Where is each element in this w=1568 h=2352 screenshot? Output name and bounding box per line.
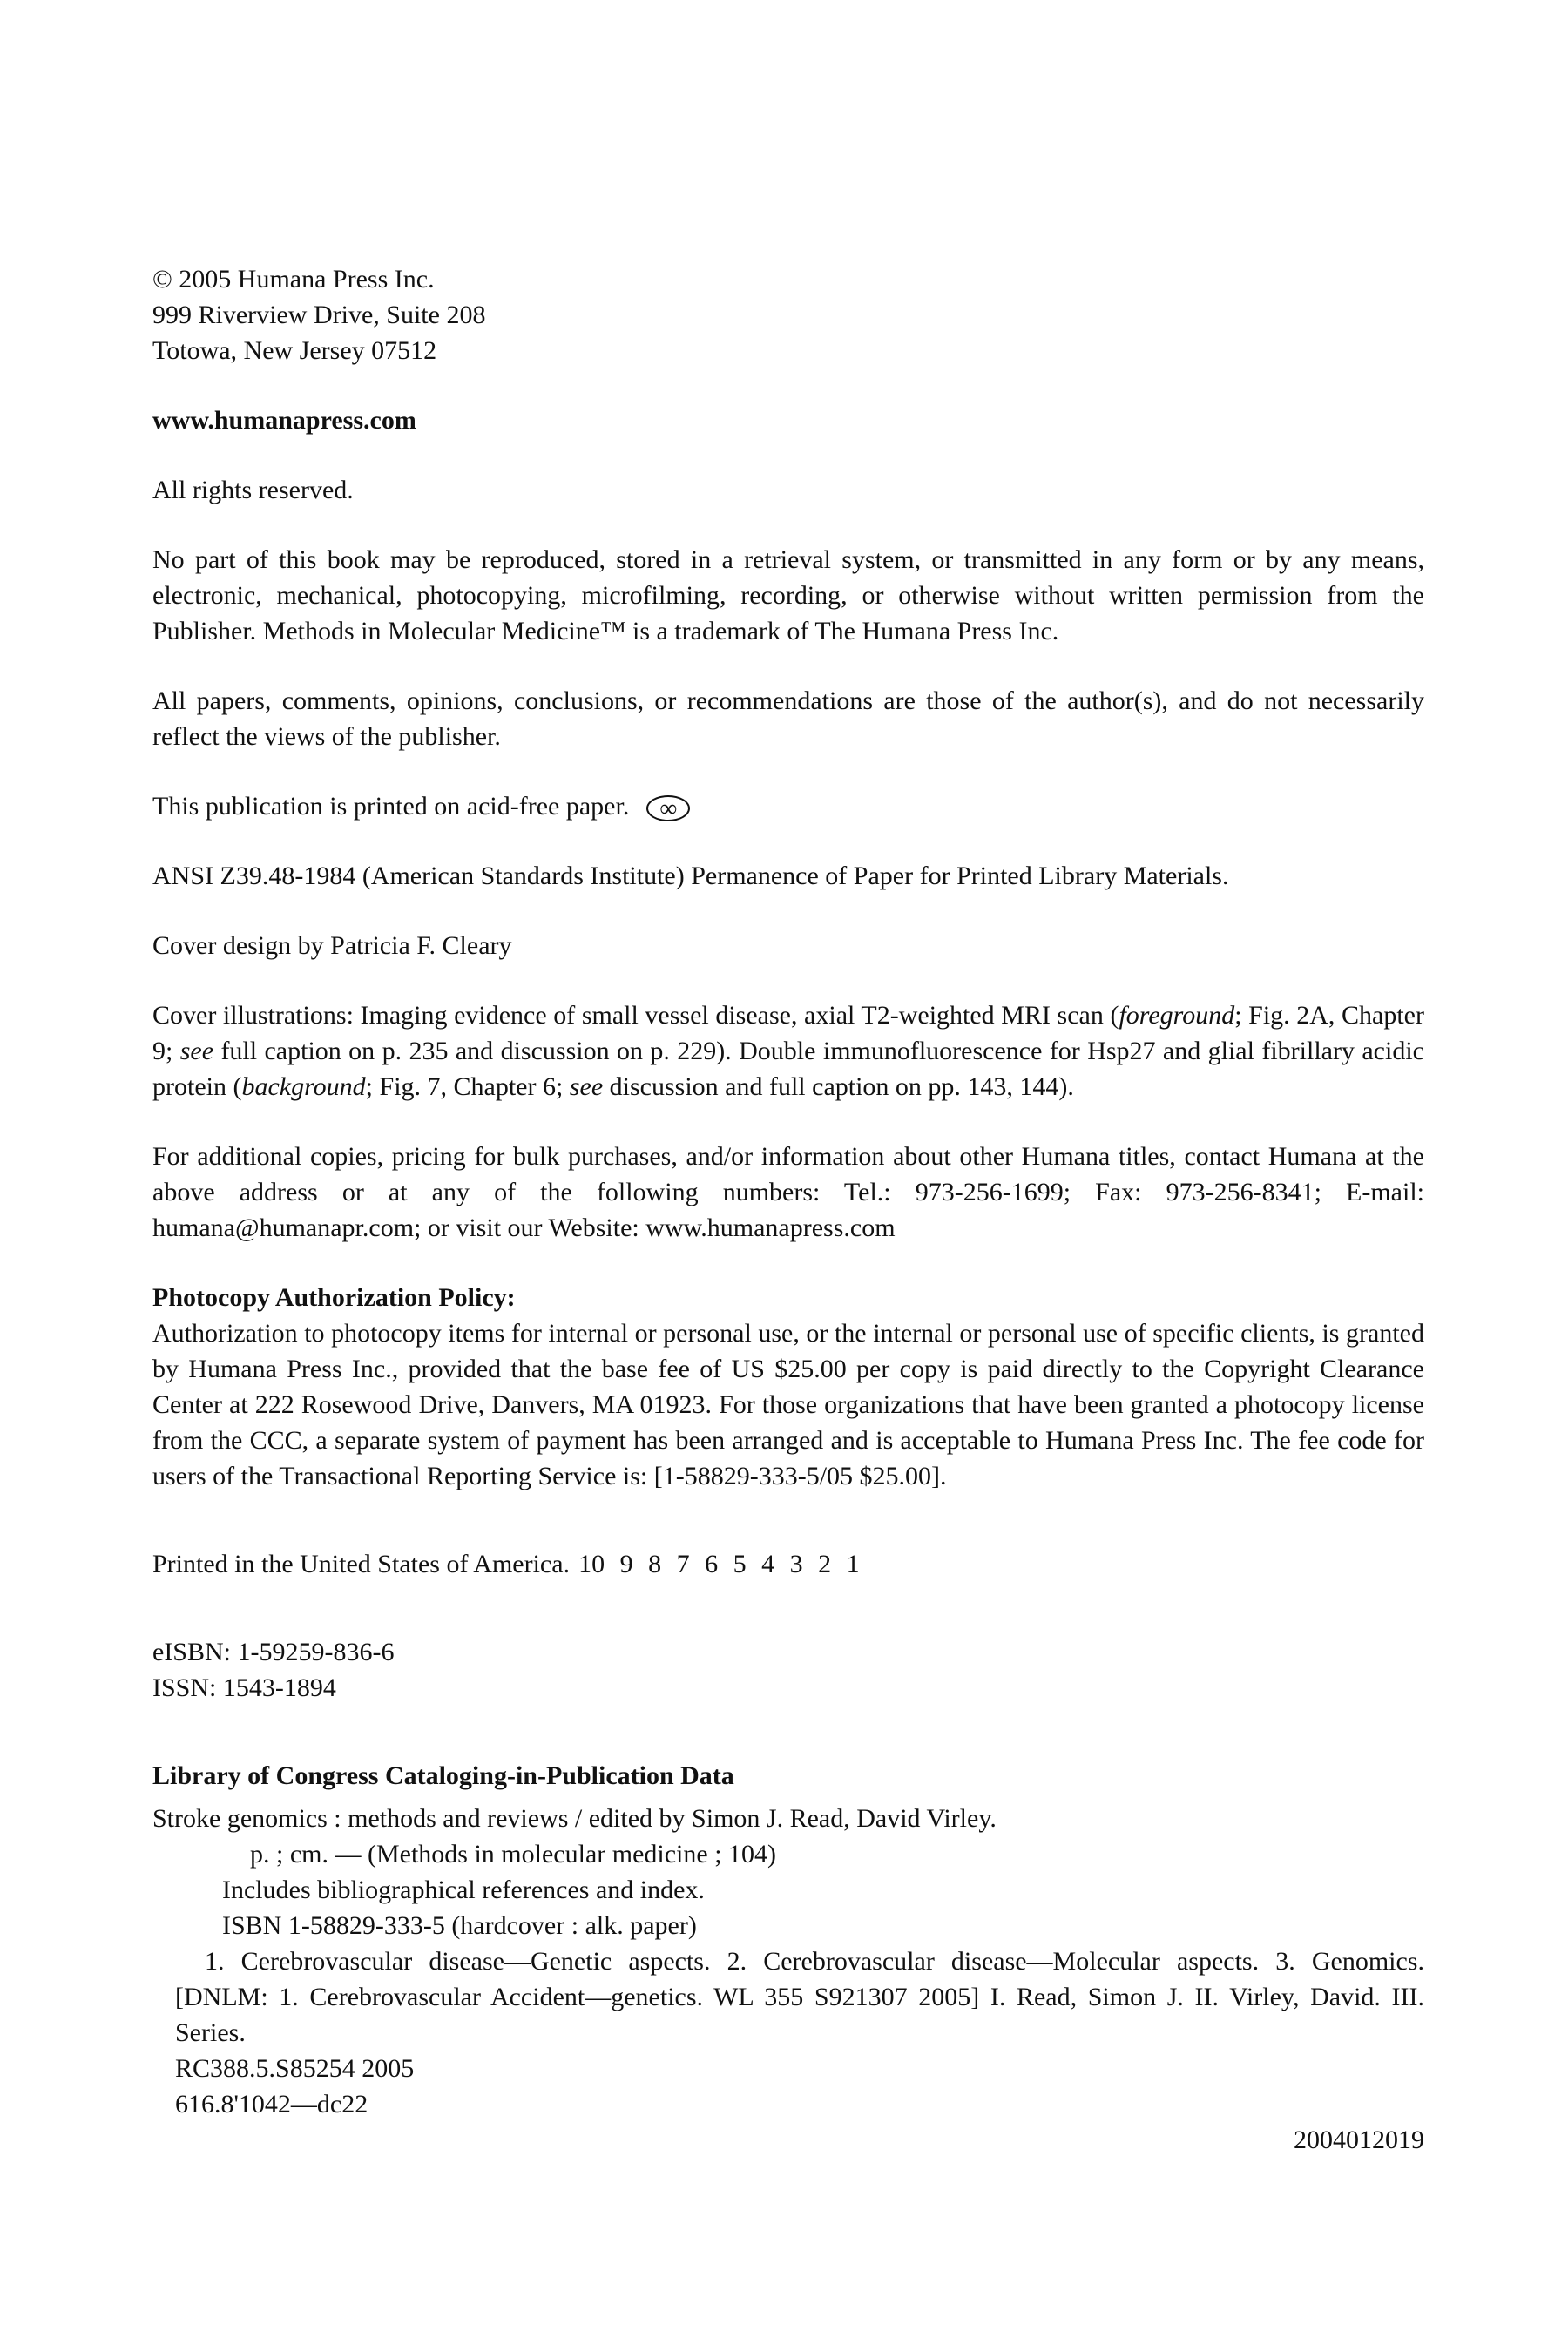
cip-isbn: ISBN 1-58829-333-5 (hardcover : alk. paper) — [222, 1911, 697, 1940]
photocopy-body: Authorization to photocopy items for internal or personal use, or the internal or personal use of specific clients, is granted by Humana Press Inc., provided that the base fee of US $25.00 per copy is paid directly to the Copyright Clearance Center at 222 Rosewood Drive, Danvers, MA 01923. For those organizations that have been granted a photocopy license from the CCC, a separate system of payment has been arranged and is acceptable to Humana Press Inc. The fee code for users of the Transactional Reporting Service is: [1-58829-333-5/05 $25.00]. — [152, 1319, 1424, 1490]
cip-physical-description: p. ; cm. — (Methods in molecular medicine ; 104) — [250, 1840, 777, 1869]
ansi-statement: ANSI Z39.48-1984 (American Standards Institute) Permanence of Paper for Printed Library Materials. — [152, 862, 1229, 890]
cip-notes: Includes bibliographical references and index. — [222, 1876, 705, 1904]
copyright-page — [152, 261, 1424, 2158]
infinity-icon: ∞ — [646, 795, 690, 821]
cip-subjects-text: 1. Cerebrovascular disease—Genetic aspects. 2. Cerebrovascular disease—Molecular aspects. 3. Genomics. [DNLM: 1. Cerebrovascular Accident—genetics. WL 355 S921307 2005] I. Read, Simon J. II. Virley, David. III. Series. — [175, 1947, 1424, 2047]
publisher-address — [152, 261, 1424, 368]
reproduction-notice: No part of this book may be reproduced, stored in a retrieval system, or transmitted in any form or by any means, electronic, mechanical, photocopying, microfilming, recording, or otherwise without written permission from the Publisher. Methods in Molecular Medicine™ is a trademark of The Humana Press Inc. — [152, 545, 1424, 645]
cover-illustrations-credit — [152, 997, 1424, 1105]
cover-text-5: discussion and full caption on pp. 143, 144). — [603, 1072, 1074, 1101]
cover-italic-background: background — [241, 1072, 366, 1101]
opinions-disclaimer: All papers, comments, opinions, conclusions, or recommendations are those of the author(s), and do not necessarily reflect the views of the publisher. — [152, 686, 1424, 751]
cover-design-credit: Cover design by Patricia F. Cleary — [152, 931, 512, 960]
print-run-numbers: 10 9 8 7 6 5 4 3 2 1 — [578, 1550, 860, 1578]
cip-heading: Library of Congress Cataloging-in-Publication Data — [152, 1761, 734, 1790]
cover-text-4: ; Fig. 7, Chapter 6; — [365, 1072, 570, 1101]
issn: ISSN: 1543-1894 — [152, 1673, 336, 1702]
cip-data — [152, 1758, 1424, 2158]
cover-text-3: full caption on p. 235 and discussion on p. 229). Double immunofluorescence for Hsp27 and glial fibrillary acidic protein ( — [152, 1037, 1424, 1101]
cover-text-1: Cover illustrations: Imaging evidence of small vessel disease, axial T2-weighted MRI scan ( — [152, 1001, 1119, 1030]
cip-subjects — [152, 1943, 1424, 2051]
eisbn: eISBN: 1-59259-836-6 — [152, 1638, 395, 1666]
cip-control-number: 2004012019 — [1294, 2126, 1424, 2154]
additional-copies-info: For additional copies, pricing for bulk purchases, and/or information about other Humana titles, contact Humana at the above address or at any of the following numbers: Tel.: 973-256-1699; Fax: 973-256-8341; E-mail: humana@humanapr.com; or visit our Website: www.humanapress.com — [152, 1142, 1424, 1242]
cover-text-2: ; Fig. 2A, Chapter 9; — [152, 1001, 1424, 1065]
identifiers — [152, 1634, 1424, 1706]
rights-statement: All rights reserved. — [152, 476, 354, 504]
printed-line — [152, 1546, 1424, 1582]
acid-free-notice — [152, 788, 1424, 824]
acid-free-text: This publication is printed on acid-free paper. — [152, 792, 630, 821]
cover-italic-see-1: see — [179, 1037, 214, 1065]
copyright-line: © 2005 Humana Press Inc. — [152, 265, 435, 294]
cover-italic-see-2: see — [569, 1072, 604, 1101]
cip-title-line: Stroke genomics : methods and reviews / edited by Simon J. Read, David Virley. — [152, 1804, 997, 1833]
website-link[interactable]: www.humanapress.com — [152, 406, 416, 435]
city-address: Totowa, New Jersey 07512 — [152, 336, 437, 365]
cip-dewey: 616.8'1042—dc22 — [175, 2090, 368, 2119]
printed-text: Printed in the United States of America. — [152, 1550, 571, 1578]
photocopy-heading: Photocopy Authorization Policy: — [152, 1283, 516, 1312]
cip-lc-class: RC388.5.S85254 2005 — [175, 2054, 415, 2083]
cover-italic-foreground: foreground — [1119, 1001, 1235, 1030]
street-address: 999 Riverview Drive, Suite 208 — [152, 301, 486, 329]
photocopy-policy — [152, 1280, 1424, 1494]
